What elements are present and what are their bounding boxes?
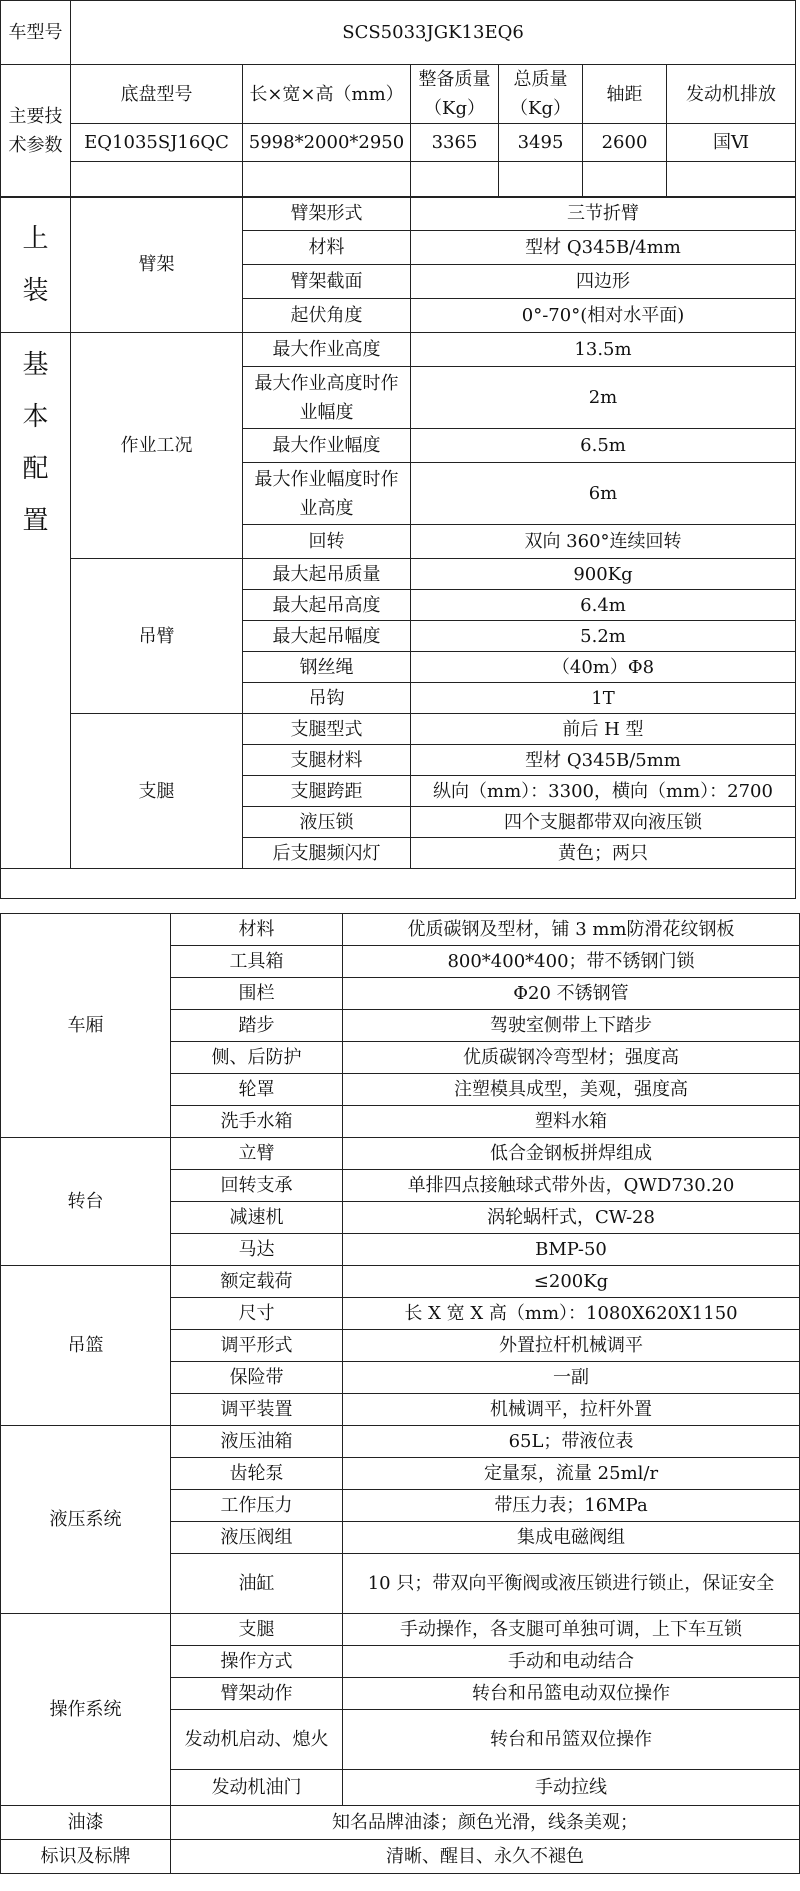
row-value: 优质碳钢及型材，铺 3 mm防滑花纹钢板 xyxy=(343,914,800,946)
row-value: 黄色；两只 xyxy=(411,838,796,869)
row-key: 吊钩 xyxy=(243,683,411,714)
row-value: 2m xyxy=(411,367,796,429)
spec-table-top xyxy=(0,0,796,198)
row-value: 注塑模具成型，美观，强度高 xyxy=(343,1074,800,1106)
row-value: 低合金钢板拼焊组成 xyxy=(343,1138,800,1170)
row-key: 围栏 xyxy=(171,978,343,1010)
row-value: 纵向（mm）：3300，横向（mm）：2700 xyxy=(411,776,796,807)
row-key: 液压阀组 xyxy=(171,1522,343,1554)
row-key: 最大起吊高度 xyxy=(243,590,411,621)
row-key: 回转 xyxy=(243,525,411,559)
row-key: 减速机 xyxy=(171,1202,343,1234)
marking-value: 清晰、醒目、永久不褪色 xyxy=(171,1840,800,1874)
row-key: 臂架截面 xyxy=(243,265,411,299)
row-key: 最大作业高度时作业幅度 xyxy=(243,367,411,429)
model-label: 车型号 xyxy=(1,1,71,65)
val-total-mass: 3495 xyxy=(499,124,583,162)
row-value: 900Kg xyxy=(411,559,796,590)
group-boom: 臂架 xyxy=(71,197,243,333)
row-key: 保险带 xyxy=(171,1362,343,1394)
row-value: 塑料水箱 xyxy=(343,1106,800,1138)
section-upper xyxy=(1,197,71,333)
spacer-row xyxy=(1,869,796,899)
row-value: 四边形 xyxy=(411,265,796,299)
row-value: 带压力表；16MPa xyxy=(343,1490,800,1522)
row-key: 马达 xyxy=(171,1234,343,1266)
row-value: Φ20 不锈钢管 xyxy=(343,978,800,1010)
marking-label: 标识及标牌 xyxy=(1,1840,171,1874)
empty-cell xyxy=(499,162,583,198)
row-value: 转台和吊篮双位操作 xyxy=(343,1710,800,1770)
group-crane: 吊臂 xyxy=(71,559,243,714)
params-label: 主要技术参数 xyxy=(1,65,71,198)
row-key: 支腿型式 xyxy=(243,714,411,745)
group-body: 车厢 xyxy=(1,914,171,1138)
row-value: 1T xyxy=(411,683,796,714)
row-key: 发动机油门 xyxy=(171,1770,343,1806)
row-key: 调平形式 xyxy=(171,1330,343,1362)
row-key: 工具箱 xyxy=(171,946,343,978)
row-value: 6.5m xyxy=(411,429,796,463)
section-basic xyxy=(1,333,71,869)
row-value: 型材 Q345B/5mm xyxy=(411,745,796,776)
row-key: 支腿 xyxy=(171,1614,343,1646)
row-value: 四个支腿都带双向液压锁 xyxy=(411,807,796,838)
row-key: 发动机启动、熄火 xyxy=(171,1710,343,1770)
section-basic-char-4: 置 xyxy=(22,506,49,536)
empty-cell xyxy=(71,162,243,198)
paint-value: 知名品牌油漆；颜色光滑，线条美观； xyxy=(171,1806,800,1840)
row-key: 尺寸 xyxy=(171,1298,343,1330)
row-value: 机械调平，拉杆外置 xyxy=(343,1394,800,1426)
col-chassis: 底盘型号 xyxy=(71,65,243,124)
group-legs: 支腿 xyxy=(71,714,243,869)
row-value: 涡轮蜗杆式，CW-28 xyxy=(343,1202,800,1234)
row-key: 侧、后防护 xyxy=(171,1042,343,1074)
row-value: 双向 360°连续回转 xyxy=(411,525,796,559)
row-key: 液压锁 xyxy=(243,807,411,838)
row-value: 6m xyxy=(411,463,796,525)
row-key: 液压油箱 xyxy=(171,1426,343,1458)
row-value: 前后 H 型 xyxy=(411,714,796,745)
row-value: 0°-70°(相对水平面) xyxy=(411,299,796,333)
row-value: 5.2m xyxy=(411,621,796,652)
row-key: 额定载荷 xyxy=(171,1266,343,1298)
group-basket: 吊篮 xyxy=(1,1266,171,1426)
group-operation: 操作系统 xyxy=(1,1614,171,1806)
row-value: 手动和电动结合 xyxy=(343,1646,800,1678)
val-chassis: EQ1035SJ16QC xyxy=(71,124,243,162)
row-value: 6.4m xyxy=(411,590,796,621)
row-value: 手动操作，各支腿可单独可调，上下车互锁 xyxy=(343,1614,800,1646)
section-upper-char-2: 装 xyxy=(22,275,49,306)
row-key: 最大作业幅度时作业高度 xyxy=(243,463,411,525)
col-dimensions: 长×宽×高（mm） xyxy=(243,65,411,124)
row-key: 材料 xyxy=(171,914,343,946)
row-value: BMP-50 xyxy=(343,1234,800,1266)
row-value: 65L；带液位表 xyxy=(343,1426,800,1458)
empty-cell xyxy=(411,162,499,198)
row-key: 操作方式 xyxy=(171,1646,343,1678)
row-value: 800*400*400；带不锈钢门锁 xyxy=(343,946,800,978)
empty-cell xyxy=(667,162,796,198)
spec-table-middle xyxy=(0,196,796,899)
row-key: 最大作业幅度 xyxy=(243,429,411,463)
row-key: 支腿材料 xyxy=(243,745,411,776)
row-key: 最大起吊幅度 xyxy=(243,621,411,652)
row-key: 齿轮泵 xyxy=(171,1458,343,1490)
row-key: 最大起吊质量 xyxy=(243,559,411,590)
row-value: 外置拉杆机械调平 xyxy=(343,1330,800,1362)
col-curb-mass: 整备质量（Kg） xyxy=(411,65,499,124)
empty-cell xyxy=(583,162,667,198)
row-key: 立臂 xyxy=(171,1138,343,1170)
row-key: 最大作业高度 xyxy=(243,333,411,367)
col-emission: 发动机排放 xyxy=(667,65,796,124)
row-value: 长 X 宽 X 高（mm）：1080X620X1150 xyxy=(343,1298,800,1330)
section-basic-char-1: 基 xyxy=(22,350,49,380)
row-value: 型材 Q345B/4mm xyxy=(411,231,796,265)
row-key: 踏步 xyxy=(171,1010,343,1042)
val-wheelbase: 2600 xyxy=(583,124,667,162)
row-value: （40m）Φ8 xyxy=(411,652,796,683)
row-key: 后支腿频闪灯 xyxy=(243,838,411,869)
row-value: 手动拉线 xyxy=(343,1770,800,1806)
paint-label: 油漆 xyxy=(1,1806,171,1840)
row-value: 13.5m xyxy=(411,333,796,367)
val-curb-mass: 3365 xyxy=(411,124,499,162)
section-upper-char-1: 上 xyxy=(22,223,49,254)
row-value: 定量泵，流量 25ml/r xyxy=(343,1458,800,1490)
group-turntable: 转台 xyxy=(1,1138,171,1266)
row-key: 臂架动作 xyxy=(171,1678,343,1710)
row-value: 驾驶室侧带上下踏步 xyxy=(343,1010,800,1042)
row-value: 三节折臂 xyxy=(411,197,796,231)
row-key: 洗手水箱 xyxy=(171,1106,343,1138)
row-value: 10 只；带双向平衡阀或液压锁进行锁止，保证安全 xyxy=(343,1554,800,1614)
row-value: 一副 xyxy=(343,1362,800,1394)
row-key: 轮罩 xyxy=(171,1074,343,1106)
row-key: 臂架形式 xyxy=(243,197,411,231)
row-key: 工作压力 xyxy=(171,1490,343,1522)
row-value: 转台和吊篮电动双位操作 xyxy=(343,1678,800,1710)
row-key: 材料 xyxy=(243,231,411,265)
empty-cell xyxy=(243,162,411,198)
val-emission: 国Ⅵ xyxy=(667,124,796,162)
col-wheelbase: 轴距 xyxy=(583,65,667,124)
val-dimensions: 5998*2000*2950 xyxy=(243,124,411,162)
section-basic-char-2: 本 xyxy=(22,402,49,432)
row-key: 钢丝绳 xyxy=(243,652,411,683)
row-value: ≤200Kg xyxy=(343,1266,800,1298)
group-hydraulic: 液压系统 xyxy=(1,1426,171,1614)
group-work: 作业工况 xyxy=(71,333,243,559)
col-total-mass: 总质量（Kg） xyxy=(499,65,583,124)
row-value: 集成电磁阀组 xyxy=(343,1522,800,1554)
model-value: SCS5033JGK13EQ6 xyxy=(71,1,796,65)
row-key: 油缸 xyxy=(171,1554,343,1614)
row-key: 回转支承 xyxy=(171,1170,343,1202)
row-value: 优质碳钢冷弯型材；强度高 xyxy=(343,1042,800,1074)
spec-table-bottom xyxy=(0,913,800,1874)
section-basic-char-3: 配 xyxy=(22,454,49,484)
row-key: 起伏角度 xyxy=(243,299,411,333)
row-key: 调平装置 xyxy=(171,1394,343,1426)
row-key: 支腿跨距 xyxy=(243,776,411,807)
row-value: 单排四点接触球式带外齿，QWD730.20 xyxy=(343,1170,800,1202)
